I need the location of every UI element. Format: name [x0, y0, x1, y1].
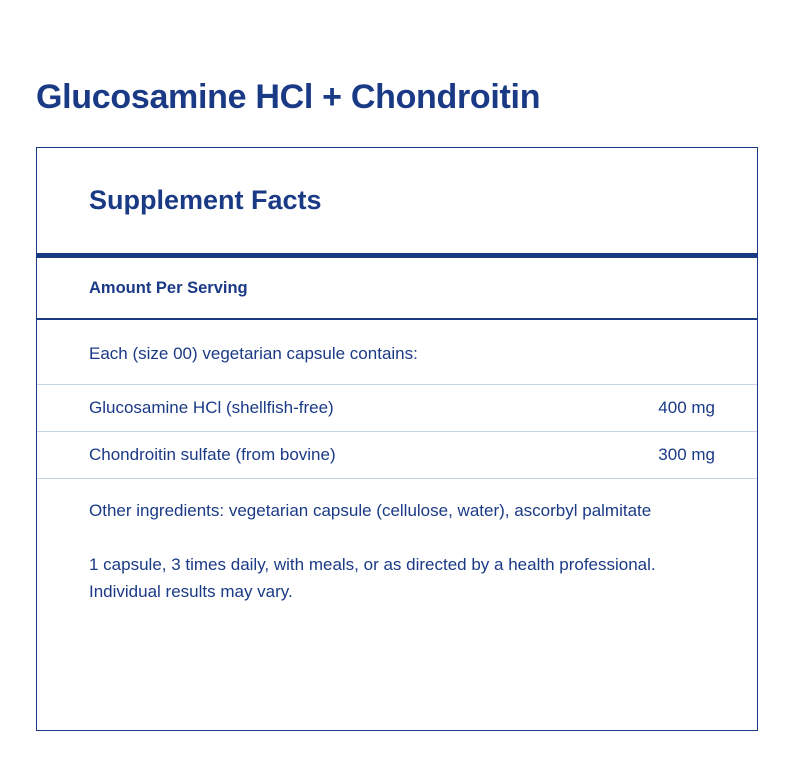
directions-text: 1 capsule, 3 times daily, with meals, or as directed by a health professional. Individual results may vary. [89, 554, 656, 602]
ingredient-name: Chondroitin sulfate (from bovine) [89, 445, 336, 464]
ingredient-name: Glucosamine HCl (shellfish-free) [89, 398, 334, 417]
other-ingredients-text: Other ingredients: vegetarian capsule (cellulose, water), ascorbyl palmitate [89, 501, 652, 520]
supplement-facts-heading: Supplement Facts [37, 148, 757, 258]
ingredient-amount: 400 mg [658, 398, 715, 417]
table-row [37, 384, 757, 431]
supplement-facts-panel [36, 147, 758, 731]
other-ingredients-block [37, 478, 757, 606]
serving-intro-text: Each (size 00) vegetarian capsule contains: [89, 344, 418, 363]
ingredient-amount: 300 mg [658, 445, 715, 464]
amount-per-serving-label: Amount Per Serving [37, 258, 757, 320]
page-title: Glucosamine HCl + Chondroitin [36, 77, 541, 116]
table-row [37, 431, 757, 478]
